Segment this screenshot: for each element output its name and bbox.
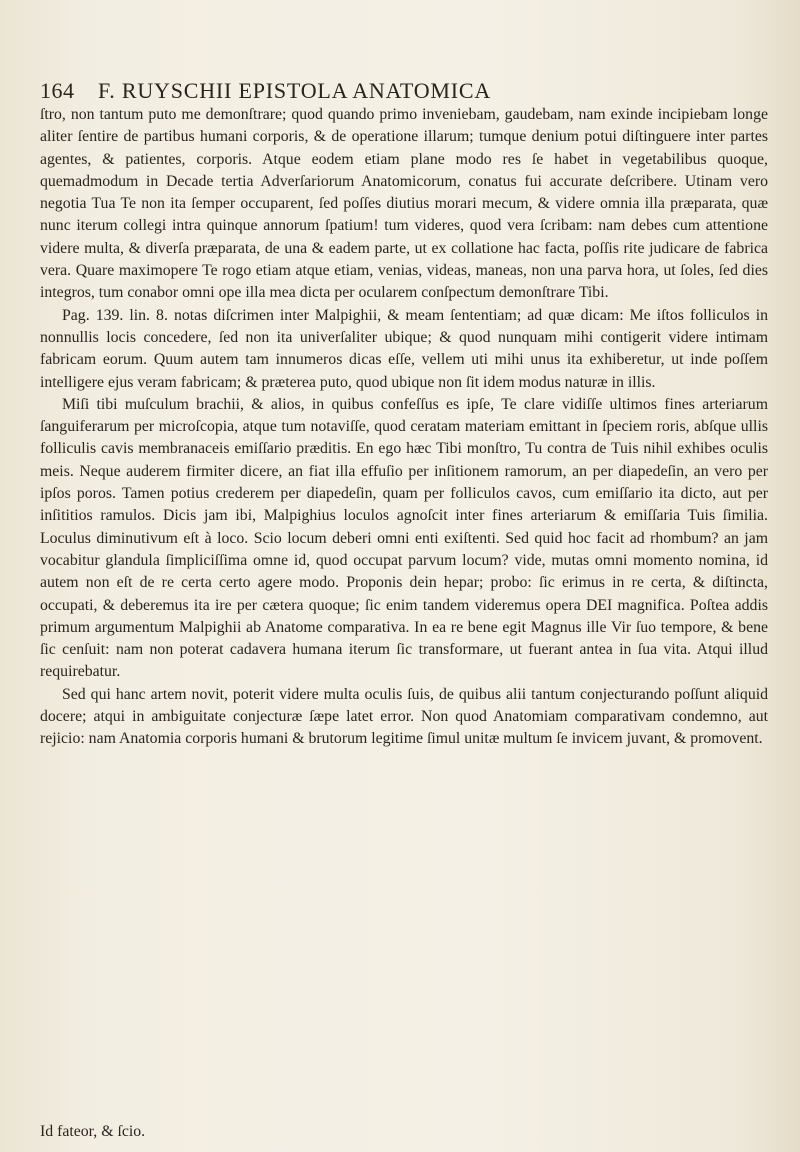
running-title: F. RUYSCHII EPISTOLA ANATOMICA [98,78,492,103]
paragraph: Miſi tibi muſculum brachii, & alios, in quibus confeſſus es ipſe, Te clare vidiſſe ultimos fines arteriarum ſanguiferarum per microſcopia, atque tum notaviſſe, quod ceratam materiam emittant in ſpeciem roris, abſque ullis folliculis cavis membranaceis emiſſario præditis. En ego hæc Tibi monſtro, Tu contra de Tuis nihil exhibes oculis meis. Neque auderem firmiter dicere, an fiat illa effuſio per inſitionem ramorum, an per diapedeſin, an vero per ipſos poros. Tamen potius crederem per diapedeſin, quam per folliculos cavos, cum emiſſario ita dicto, aut per inſititios ramulos. Dicis jam ibi, Malpighius loculos agnoſcit inter fines arteriarum & emiſſaria Tuis ſimilia. Loculus diminutivum eſt à loco. Scio locum deberi omni enti exiſtenti. Sed quid hoc facit ad rhombum? an jam vocabitur glandula ſimpliciſſima omne id, quod occupat parvum locum? vide, mutas omni momento nomina, id autem non eſt de re certa certo agere modo. Proponis dein hepar; probo: ſic erimus in re certa, & diſtincta, occupati, & deberemus ita ire per cætera quoque; ſic enim tandem videremus opera DEI magnifica. Poſtea addis primum argumentum Malpighii ab Anatome comparativa. In ea re bene egit Magnus ille Vir ſuo tempore, & bene ſic cenſuit: nam non poterat cadavera humana iterum ſic transformare, ut fuerant antea in ſua vita. Atqui illud requirebatur. [40,395,768,681]
paragraph: Sed qui hanc artem novit, poterit videre multa oculis ſuis, de quibus alii tantum conjecturando poſſunt aliquid docere; atqui in ambiguitate conjecturæ ſæpe latet error. Non quod Anatomiam comparativam condemno, aut rejicio: nam Anatomia corporis humani & brutorum legitime ſimul unitæ multum ſe invicem juvant, & promovent. [40,685,768,748]
paragraph: Pag. 139. lin. 8. notas diſcrimen inter Malpighii, & meam ſententiam; ad quæ dicam: Me iſtos folliculos in nonnullis locis concedere, ſed non ita univerſaliter ubique; & quod nunquam mihi contigerit videre intimam fabricam eorum. Quum autem tam innumeros dicas eſſe, vellem uti mihi unus ita exhiberetur, ut inde poſſem intelligere ejus veram fabricam; & præterea puto, quod ubique non ſit idem modus naturæ in illis. [40,306,768,391]
body-text [40,104,768,751]
paragraph: ſtro, non tantum puto me demonſtrare; quod quando primo inveniebam, gaudebam, nam exinde incipiebam longe aliter ſentire de partibus humani corporis, & de operatione illarum; tumque denium potui diſtinguere inter partes agentes, & patientes, corporis. Atque eodem etiam plane modo res ſe habet in vegetabilibus quoque, quemadmodum in Decade tertia Adverſariorum Anatomicorum, conatus fui accurate deſcribere. Utinam vero negotia Tua Te non ita ſemper occuparent, ſed poſſes diutius morari mecum, & videre omnia illa præparata, quæ nunc iterum collegi intra quinque annorum ſpatium! tum videres, quod vera ſcribam: nam debes cum attentione videre multa, & diverſa præparata, de una & eadem parte, ut ex collatione hac facta, poſſis rite judicare de fabrica vera. Quare maximopere Te rogo etiam atque etiam, venias, videas, maneas, non una parva hora, ut ſoles, ſed dies integros, tum conabor omni ope illa mea dicta per ocularem conſpectum demonſtrare Tibi. [40,106,768,302]
catchword: Id fateor, & ſcio. [40,1123,146,1140]
page-number: 164 [40,78,75,103]
